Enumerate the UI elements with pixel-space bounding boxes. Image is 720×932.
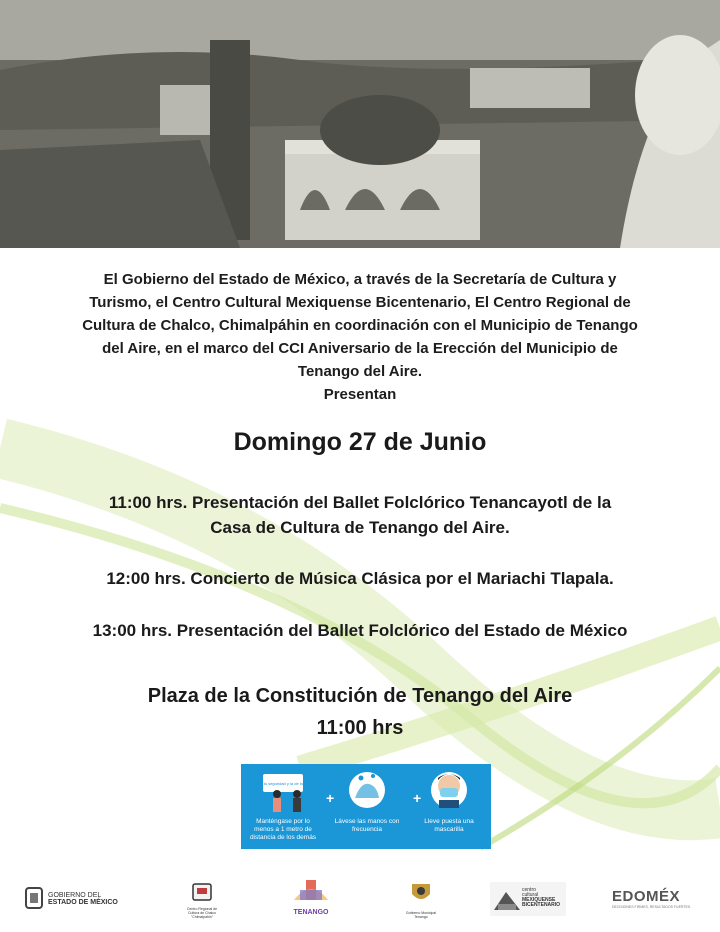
footer-logos xyxy=(0,868,720,932)
gobierno-edomex-logo xyxy=(24,886,118,915)
measure-text: Lávese las manos con frecuencia xyxy=(334,818,400,833)
measure-distance xyxy=(247,764,319,849)
plus-sign: + xyxy=(326,790,335,806)
measure-text: Manténgase por lo menos a 1 metro de distancia de los demás xyxy=(249,818,317,841)
event-line: Casa de Cultura de Tenango del Aire. xyxy=(210,518,510,537)
venue xyxy=(0,680,720,744)
event-line: 13:00 hrs. Presentación del Ballet Folclórico del Estado de México xyxy=(92,621,628,640)
distance-sign-text: Por tu seguridad y la de todos xyxy=(256,781,310,786)
event-date: Domingo 27 de Junio xyxy=(233,428,487,456)
edomex-logo xyxy=(612,888,708,909)
event-item xyxy=(40,618,680,643)
centro-cultural-logo xyxy=(490,882,566,916)
edomex-sub: DECISIONES FIRMES, RESULTADOS FUERTES xyxy=(612,905,691,909)
header-photo xyxy=(0,0,720,248)
measure-text: Lleve puesta una mascarilla xyxy=(424,818,474,833)
health-measures-panel xyxy=(241,764,491,849)
intro-line: Turismo, el Centro Cultural Mexiquense Bicentenario, El Centro Regional de xyxy=(89,294,631,311)
mask-icon xyxy=(413,764,485,816)
tenango-logo xyxy=(282,876,340,916)
intro-text xyxy=(60,268,660,406)
event-item xyxy=(40,566,680,591)
intro-line: del Aire, en el marco del CCI Aniversario de la Erección del Municipio de xyxy=(102,340,618,357)
intro-line: Tenango del Aire. xyxy=(297,363,423,380)
centro-line4: BICENTENARIO xyxy=(522,902,561,908)
intro-line: Cultura de Chalco, Chimalpáhin en coordinación con el Municipio de Tenango xyxy=(82,317,638,334)
edomex-text: EDOMÉX xyxy=(612,888,681,905)
municipio-text: Gobierno Municipal Tenango xyxy=(405,911,437,919)
venue-place: Plaza de la Constitución de Tenango del Aire xyxy=(147,685,573,707)
event-item xyxy=(40,490,680,540)
measure-handwash xyxy=(331,764,403,849)
distance-icon xyxy=(247,764,319,816)
event-line: 11:00 hrs. Presentación del Ballet Folclórico Tenancayotl de la xyxy=(108,493,612,512)
plus-sign: + xyxy=(413,790,422,806)
chalco-logo xyxy=(182,882,222,919)
gobierno-line1: GOBIERNO DEL xyxy=(48,892,102,899)
centro-building-icon xyxy=(492,882,522,916)
tenango-church-icon xyxy=(286,876,336,904)
presentan-label: Presentan xyxy=(323,386,397,403)
municipio-logo xyxy=(404,880,438,919)
event-line: 12:00 hrs. Concierto de Música Clásica por el Mariachi Tlapala. xyxy=(106,569,614,588)
municipio-shield-icon xyxy=(408,880,434,906)
handwash-icon xyxy=(331,764,403,816)
venue-time: 11:00 hrs xyxy=(316,717,404,739)
tenango-text: TENANGO xyxy=(293,909,329,916)
coat-of-arms-icon xyxy=(24,886,44,910)
chalco-emblem-icon xyxy=(191,882,213,902)
centro-line2: cultural xyxy=(522,892,539,898)
gobierno-line2: ESTADO DE MÉXICO xyxy=(48,899,118,906)
centro-line3: MEXIQUENSE xyxy=(522,897,556,903)
measure-mask xyxy=(413,764,485,849)
chalco-text: Centro Regional de Cultura de Chalco "Chimalpáhin" xyxy=(186,907,218,919)
centro-line1: centro xyxy=(522,887,536,893)
intro-line: El Gobierno del Estado de México, a través de la Secretaría de Cultura y xyxy=(103,271,617,288)
